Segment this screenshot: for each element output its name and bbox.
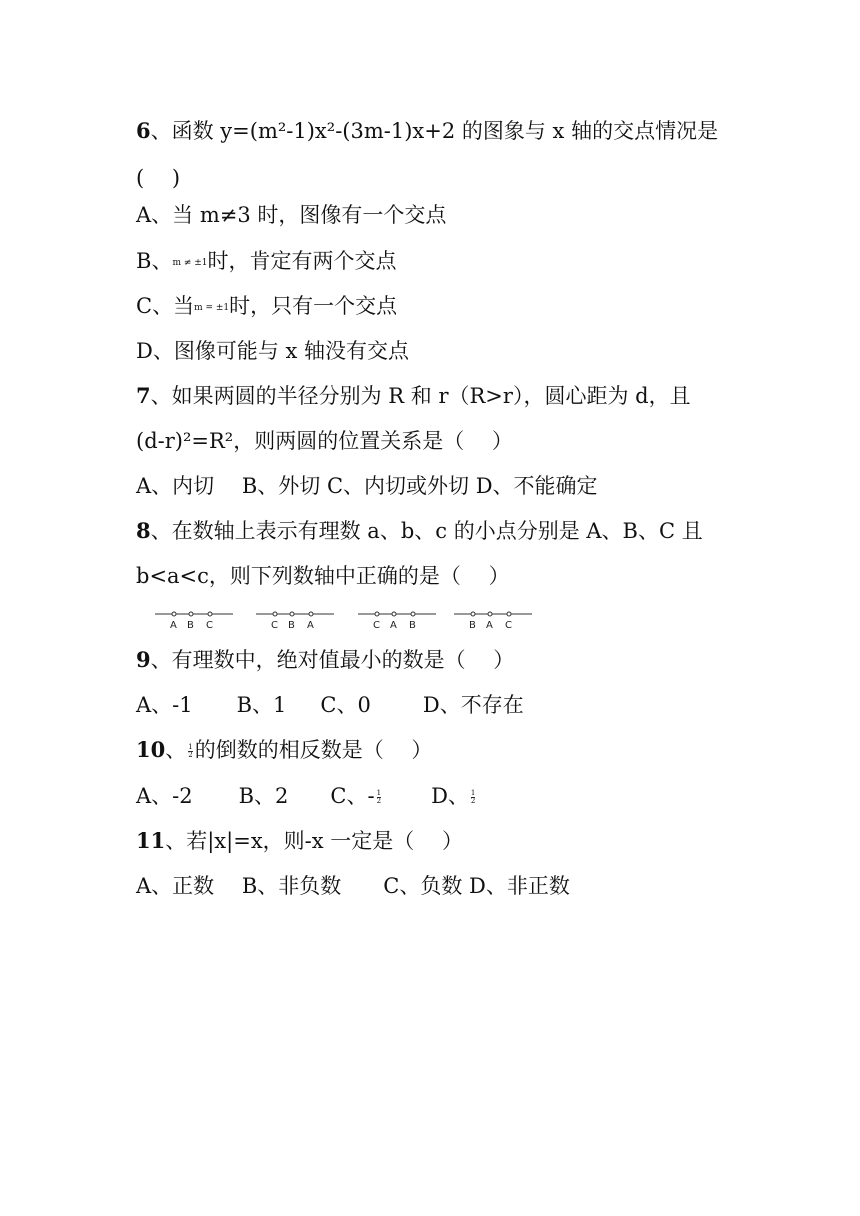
point-label: B: [409, 620, 416, 631]
point-label: A: [390, 620, 397, 631]
number-line-option-c: [358, 606, 440, 632]
option-b: B、2: [238, 784, 289, 808]
question-6-option-d: [136, 336, 409, 366]
option-text: 当 m≠3 时，图像有一个交点: [172, 203, 447, 227]
fraction-numerator: 1: [188, 743, 193, 751]
question-9-text: 有理数中，绝对值最小的数是（ ）: [171, 648, 515, 672]
question-7-text-2: (d-r)²=R²，则两圆的位置关系是（ ）: [136, 429, 513, 453]
question-7-stem: [136, 381, 691, 411]
point-label: A: [170, 620, 177, 631]
option-a: A、-2: [136, 784, 193, 808]
question-7-text-1: 如果两圆的半径分别为 R 和 r（R>r），圆心距为 d，且: [171, 384, 691, 408]
point-marker: [290, 612, 294, 616]
option-separator: 、: [152, 294, 174, 318]
question-8-text-2: b<a<c，则下列数轴中正确的是（ ）: [136, 564, 510, 588]
fraction-numerator: 1: [376, 789, 382, 797]
question-11-options: A、正数 B、非负数 C、负数 D、非正数: [136, 874, 570, 898]
point-marker: [411, 612, 415, 616]
question-6-separator: 、: [150, 119, 172, 143]
question-8-separator: 、: [150, 519, 172, 543]
point-marker: [471, 612, 475, 616]
point-marker: [375, 612, 379, 616]
question-6-option-c: [136, 291, 397, 323]
point-label: B: [469, 620, 476, 631]
option-separator: 、: [152, 339, 174, 363]
point-label: B: [187, 620, 194, 631]
question-6-option-b: [136, 246, 397, 278]
point-label: B: [288, 620, 295, 631]
question-6-number: 6: [136, 118, 151, 143]
option-c: C、0: [320, 693, 371, 717]
point-marker: [309, 612, 313, 616]
question-10-separator: 、: [165, 738, 187, 762]
fraction-one-half: [471, 790, 475, 805]
question-11-separator: 、: [165, 829, 187, 853]
option-c: C、-: [330, 784, 375, 808]
question-8-stem: [136, 516, 703, 546]
point-marker: [172, 612, 176, 616]
option-text: 时，肯定有两个交点: [207, 249, 397, 273]
question-10-text: 的倒数的相反数是（ ）: [194, 738, 433, 762]
option-letter: C: [136, 294, 153, 318]
question-7-separator: 、: [150, 384, 172, 408]
fraction-denominator: 2: [188, 751, 193, 759]
question-11-text: 若|x|=x，则-x 一定是（ ）: [186, 829, 463, 853]
question-11-number: 11: [136, 828, 166, 853]
option-condition: m = ±1: [194, 303, 230, 313]
question-9-number: 9: [136, 647, 151, 672]
option-letter: A: [136, 203, 152, 227]
question-6-option-a: [136, 200, 446, 230]
point-label: A: [486, 620, 493, 631]
option-condition: m ≠ ±1: [172, 258, 208, 268]
option-separator: 、: [151, 249, 173, 273]
point-marker: [488, 612, 492, 616]
option-d: D、不存在: [422, 693, 524, 717]
fraction-denominator: 2: [470, 797, 476, 805]
option-d: D、: [431, 784, 469, 808]
point-label: C: [206, 620, 213, 631]
question-7-options: A、内切 B、外切 C、内切或外切 D、不能确定: [136, 474, 598, 498]
question-10-stem: [136, 735, 432, 765]
question-9-stem: [136, 645, 514, 675]
option-a: A、-1: [136, 693, 193, 717]
question-9-options: [136, 690, 524, 720]
option-b: B、1: [236, 693, 287, 717]
point-marker: [189, 612, 193, 616]
fraction-one-half: [377, 790, 381, 805]
point-label: C: [373, 620, 380, 631]
point-marker: [273, 612, 277, 616]
point-marker: [392, 612, 396, 616]
point-label: C: [505, 620, 512, 631]
option-letter: B: [136, 249, 152, 273]
number-line-option-d: [454, 606, 536, 632]
question-6-stem: [136, 116, 718, 146]
point-marker: [507, 612, 511, 616]
number-line-option-a: [155, 606, 237, 632]
point-marker: [208, 612, 212, 616]
number-line-option-b: [256, 606, 338, 632]
question-9-separator: 、: [150, 648, 172, 672]
question-6-text: 函数 y=(m²-1)x²-(3m-1)x+2 的图象与 x 轴的交点情况是: [171, 119, 719, 143]
question-7-number: 7: [136, 383, 151, 408]
option-prefix: 当: [173, 294, 195, 318]
option-letter: D: [136, 339, 153, 363]
question-10-number: 10: [136, 737, 166, 762]
question-10-options: [136, 781, 477, 811]
question-8-number: 8: [136, 518, 151, 543]
point-label: C: [271, 620, 278, 631]
question-8-text-1: 在数轴上表示有理数 a、b、c 的小点分别是 A、B、C 且: [171, 519, 703, 543]
fraction-numerator: 1: [470, 789, 476, 797]
fraction-denominator: 2: [376, 797, 382, 805]
point-label: A: [307, 620, 314, 631]
option-separator: 、: [151, 203, 173, 227]
fraction-one-half: [188, 744, 192, 759]
question-6-paren: ( ): [136, 166, 181, 190]
option-text: 图像可能与 x 轴没有交点: [173, 339, 410, 363]
question-11-stem: [136, 826, 463, 856]
option-text: 时，只有一个交点: [229, 294, 398, 318]
